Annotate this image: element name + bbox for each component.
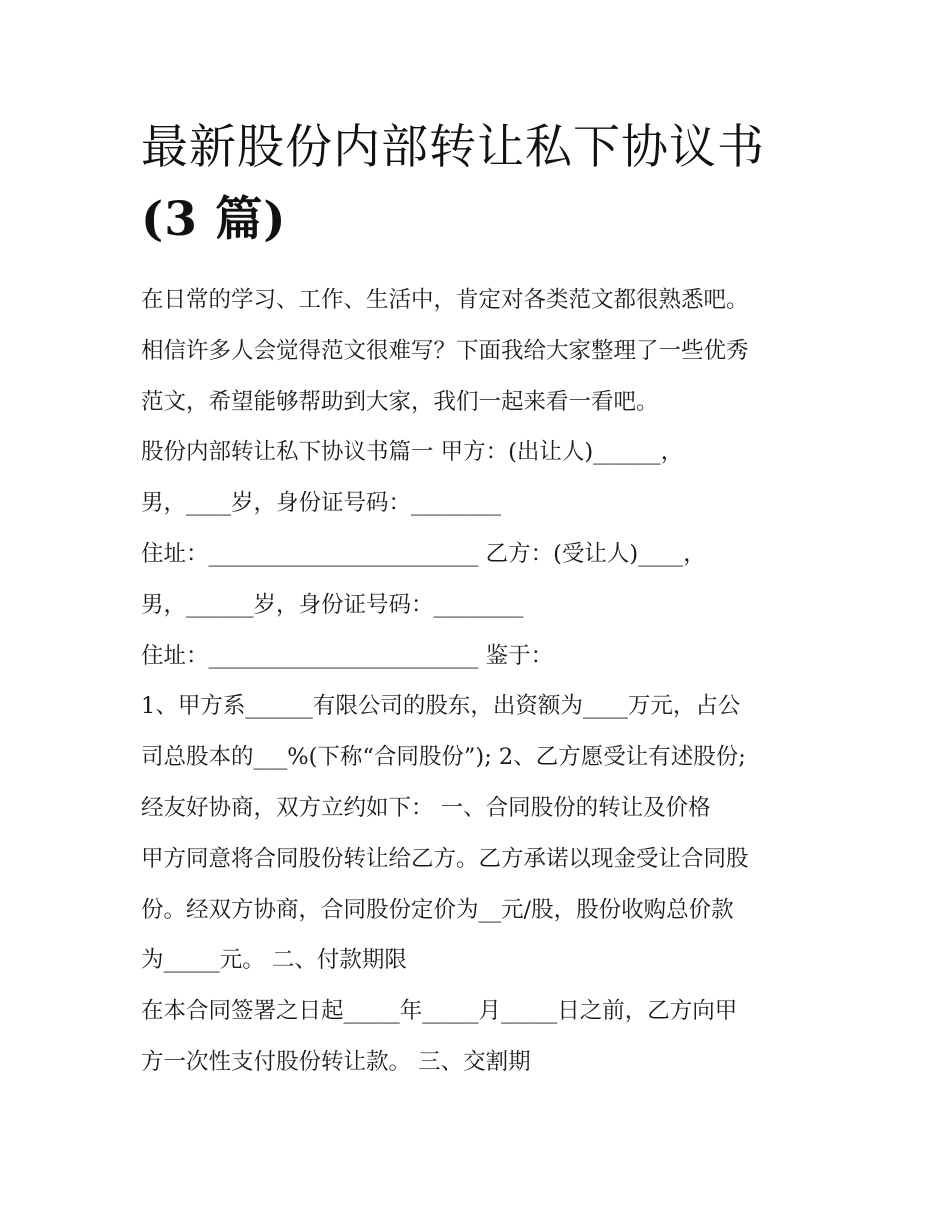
- title-line-2: (3 篇): [141, 192, 287, 247]
- body-line: 股份内部转让私下协议书篇一 甲方：(出让人)______，: [141, 439, 684, 466]
- body-line: 男，____岁，身份证号码：________: [141, 490, 502, 517]
- body-line: 住址：________________________ 乙方：(受让人)____，: [141, 540, 706, 567]
- body-line: 在日常的学习、工作、生活中，肯定对各类范文都很熟悉吧。: [141, 287, 749, 313]
- title-line-1: 最新股份内部转让私下协议书: [141, 120, 765, 175]
- body-line: 份。经双方协商，合同股份定价为__元/股，股份收购总价款: [141, 896, 734, 923]
- body-line: 经友好协商，双方立约如下： 一、合同股份的转让及价格: [141, 794, 711, 821]
- body-line: 男，______岁，身份证号码：________: [141, 591, 524, 618]
- body-line: 方一次性支付股份转让款。 三、交割期: [141, 1048, 531, 1075]
- document-title: [141, 112, 831, 256]
- body-line: 在本合同签署之日起_____年_____月_____日之前，乙方向甲: [141, 998, 738, 1025]
- body-line: 相信许多人会觉得范文很难写？下面我给大家整理了一些优秀: [141, 337, 749, 364]
- body-line: 住址：________________________ 鉴于：: [141, 642, 554, 669]
- body-line: 1、甲方系______有限公司的股东，出资额为____万元，占公: [141, 693, 741, 720]
- body-line: 范文，希望能够帮助到大家，我们一起来看一看吧。: [141, 388, 659, 415]
- body-line: 甲方同意将合同股份转让给乙方。乙方承诺以现金受让合同股: [141, 845, 749, 872]
- document-body: [141, 275, 831, 1088]
- body-line: 司总股本的___%(下称“合同股份”); 2、乙方愿受让有述股份;: [141, 744, 746, 771]
- body-line: 为_____元。 二、付款期限: [141, 947, 407, 974]
